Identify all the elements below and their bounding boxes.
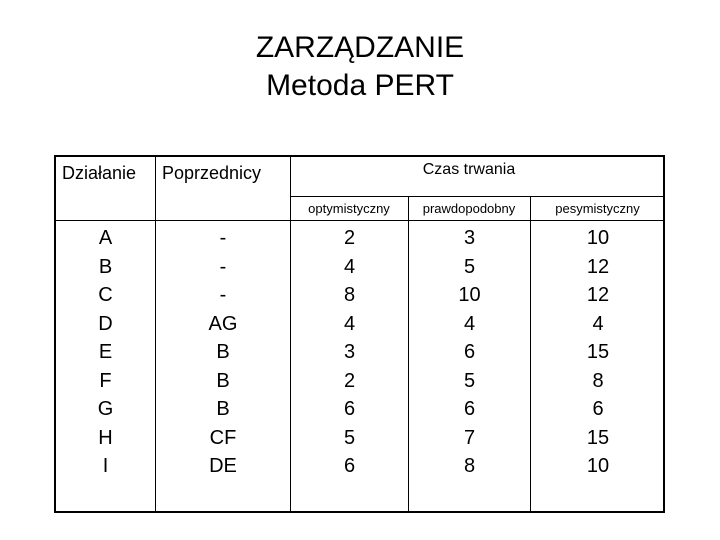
cell-likely: 10: [458, 284, 481, 306]
header-optimistic: optymistyczny: [308, 201, 390, 216]
cell-activity: D: [98, 312, 113, 335]
cell-activity: I: [102, 455, 109, 477]
column-optimistic: [291, 224, 408, 481]
cell-pessimistic: 15: [586, 426, 610, 449]
cell-predecessors: DE: [209, 455, 237, 477]
cell-likely: 8: [463, 455, 476, 477]
cell-predecessors: -: [219, 227, 227, 249]
cell-pessimistic: 4: [592, 312, 604, 335]
cell-optimistic: 2: [343, 227, 356, 249]
cell-optimistic: 8: [343, 284, 356, 306]
cell-optimistic: 4: [343, 255, 356, 278]
column-activity: [56, 224, 155, 481]
column-pessimistic: [531, 224, 665, 481]
cell-activity: F: [99, 369, 112, 392]
cell-optimistic: 6: [343, 455, 356, 477]
cell-optimistic: 6: [343, 398, 356, 420]
header-likely: prawdopodobny: [422, 201, 516, 216]
cell-activity: C: [98, 284, 113, 306]
cell-pessimistic: 10: [586, 455, 610, 477]
cell-pessimistic: 6: [592, 398, 604, 420]
cell-likely: 6: [463, 341, 476, 363]
cell-activity: A: [98, 227, 113, 249]
cell-predecessors: AG: [208, 312, 238, 335]
cell-optimistic: 2: [343, 369, 356, 392]
header-predecessors: Poprzednicy: [162, 163, 262, 183]
cell-pessimistic: 10: [586, 227, 610, 249]
cell-likely: 4: [463, 312, 476, 335]
header-duration: Czas trwania: [422, 161, 516, 178]
cell-likely: 7: [463, 426, 476, 449]
header-activity: Działanie: [62, 163, 137, 183]
cell-activity: E: [98, 341, 113, 363]
cell-pessimistic: 12: [586, 284, 610, 306]
page-subtitle: Metoda PERT: [266, 69, 454, 102]
column-predecessors: [156, 224, 290, 481]
cell-predecessors: B: [216, 341, 230, 363]
cell-predecessors: B: [216, 369, 230, 392]
cell-optimistic: 5: [343, 426, 356, 449]
cell-pessimistic: 8: [592, 369, 604, 392]
header-pessimistic: pesymistyczny: [555, 201, 640, 216]
cell-predecessors: CF: [209, 426, 237, 449]
page-title: ZARZĄDZANIE: [255, 31, 465, 64]
cell-activity: G: [97, 398, 114, 420]
cell-predecessors: B: [216, 398, 230, 420]
cell-activity: B: [98, 255, 113, 278]
divider: [54, 220, 665, 221]
cell-likely: 3: [463, 227, 476, 249]
cell-optimistic: 3: [343, 341, 356, 363]
cell-predecessors: -: [219, 255, 227, 278]
cell-likely: 6: [463, 398, 476, 420]
cell-pessimistic: 12: [586, 255, 610, 278]
cell-pessimistic: 15: [586, 341, 610, 363]
cell-predecessors: -: [219, 284, 227, 306]
cell-likely: 5: [463, 255, 476, 278]
divider: [290, 196, 665, 197]
column-likely: [409, 224, 530, 481]
cell-activity: H: [98, 426, 113, 449]
cell-optimistic: 4: [343, 312, 356, 335]
cell-likely: 5: [463, 369, 476, 392]
